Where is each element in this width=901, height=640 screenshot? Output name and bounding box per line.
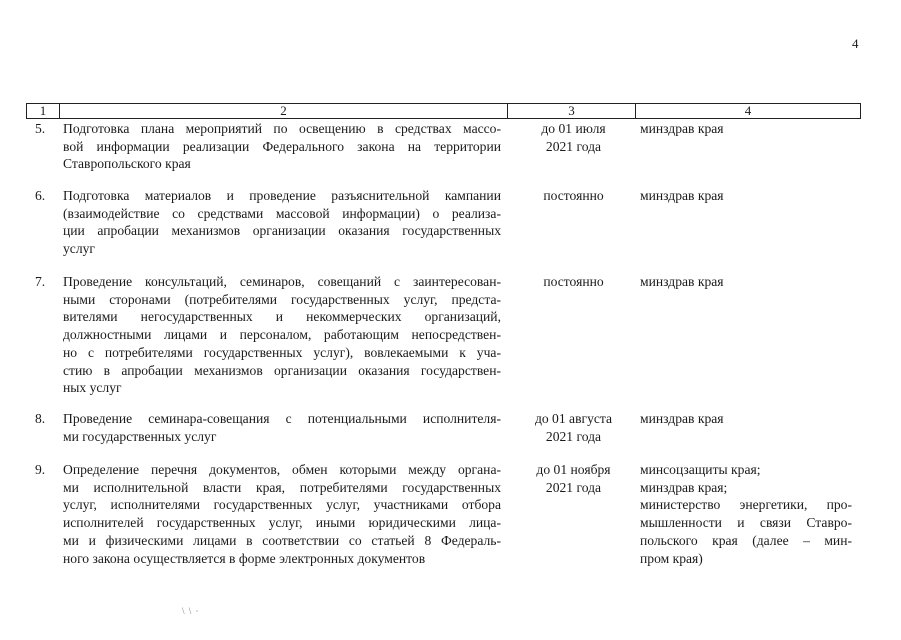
description-line: услуг, исполнителями государственных услуг, участниками отбора [63, 497, 501, 513]
term-line: до 01 ноября [536, 462, 611, 477]
row-term [508, 273, 639, 291]
row-term [508, 461, 639, 496]
row-number: 5. [35, 121, 46, 136]
row-description [63, 120, 501, 173]
row-description [63, 273, 501, 397]
row-responsible [640, 461, 852, 567]
row-number: 7. [35, 274, 46, 289]
row-responsible [640, 410, 852, 428]
responsible-line: пром края) [640, 550, 703, 566]
description-line: Ставропольского края [63, 156, 191, 172]
header-col-4: 4 [744, 103, 752, 118]
responsible-line: минсоцзащиты края; [640, 462, 761, 477]
responsible-line: минздрав края [640, 188, 724, 203]
row-number: 6. [35, 188, 46, 203]
term-line: постоянно [543, 188, 604, 203]
row-description [63, 461, 501, 567]
description-line: исполнителей государственных услуг, иными юридическими лица- [63, 515, 501, 531]
stray-marks: \ \ · [182, 606, 200, 616]
row-responsible [640, 120, 852, 138]
responsible-line: польского края (далее – мин- [640, 532, 852, 548]
description-line: Подготовка материалов и проведение разъяснительной кампании [63, 188, 501, 203]
description-line: Проведение семинара-совещания с потенциальными исполнителя- [63, 411, 501, 426]
term-line: постоянно [543, 274, 604, 289]
term-line: 2021 года [545, 479, 602, 495]
description-line: ми и физическими лицами в соответствии со статьей 8 Федераль- [63, 532, 501, 548]
term-line: до 01 июля [541, 121, 606, 136]
row-responsible [640, 187, 852, 205]
description-line: Проведение консультаций, семинаров, совещаний с заинтересован- [63, 274, 501, 289]
header-col-2: 2 [60, 104, 508, 118]
description-line: ми исполнительной власти края, потребителями государственных [63, 479, 501, 495]
description-line: ного закона осуществляется в форме электронных документов [63, 550, 426, 566]
header-col-3: 3 [508, 104, 636, 118]
description-line: услуг [63, 241, 95, 257]
term-line: 2021 года [545, 138, 602, 154]
responsible-line: минздрав края [640, 274, 724, 289]
responsible-line: минздрав края; [640, 479, 728, 495]
term-line: 2021 года [545, 428, 602, 444]
row-description [63, 187, 501, 258]
row-number: 8. [35, 411, 46, 426]
description-line: ных услуг [63, 380, 122, 396]
header-col-1: 1 [27, 104, 60, 118]
row-term [508, 410, 639, 445]
row-description [63, 410, 501, 445]
description-line: стию в апробации механизмов организации оказания государствен- [63, 362, 501, 378]
description-line: ными сторонами (потребителями государственных услуг, предста- [63, 291, 501, 307]
responsible-line: мышленности и связи Ставро- [640, 515, 852, 531]
term-line: до 01 августа [534, 411, 613, 426]
description-line: вой информации реализации Федерального закона на территории [63, 138, 501, 154]
responsible-line: минздрав края [640, 121, 724, 136]
page-number: 4 [852, 36, 859, 51]
description-line: Подготовка плана мероприятий по освещению в средствах массо- [63, 121, 501, 136]
table-header [26, 103, 861, 119]
row-number: 9. [35, 462, 46, 477]
description-line: (взаимодействие со средствами массовой информации) о реализа- [63, 205, 501, 221]
description-line: вителями негосударственных и некоммерческих организаций, [63, 309, 501, 325]
responsible-line: министерство энергетики, про- [640, 497, 852, 513]
description-line: ми государственных услуг [63, 428, 217, 444]
description-line: но с потребителями государственных услуг), вовлекаемыми к уча- [63, 344, 501, 360]
row-term [508, 120, 639, 155]
description-line: должностными лицами и персоналом, работающим непосредствен- [63, 327, 501, 343]
row-responsible [640, 273, 852, 291]
description-line: ции апробации механизмов организации оказания государственных [63, 223, 501, 239]
responsible-line: минздрав края [640, 411, 724, 426]
description-line: Определение перечня документов, обмен которыми между органа- [63, 462, 501, 477]
row-term [508, 187, 639, 205]
